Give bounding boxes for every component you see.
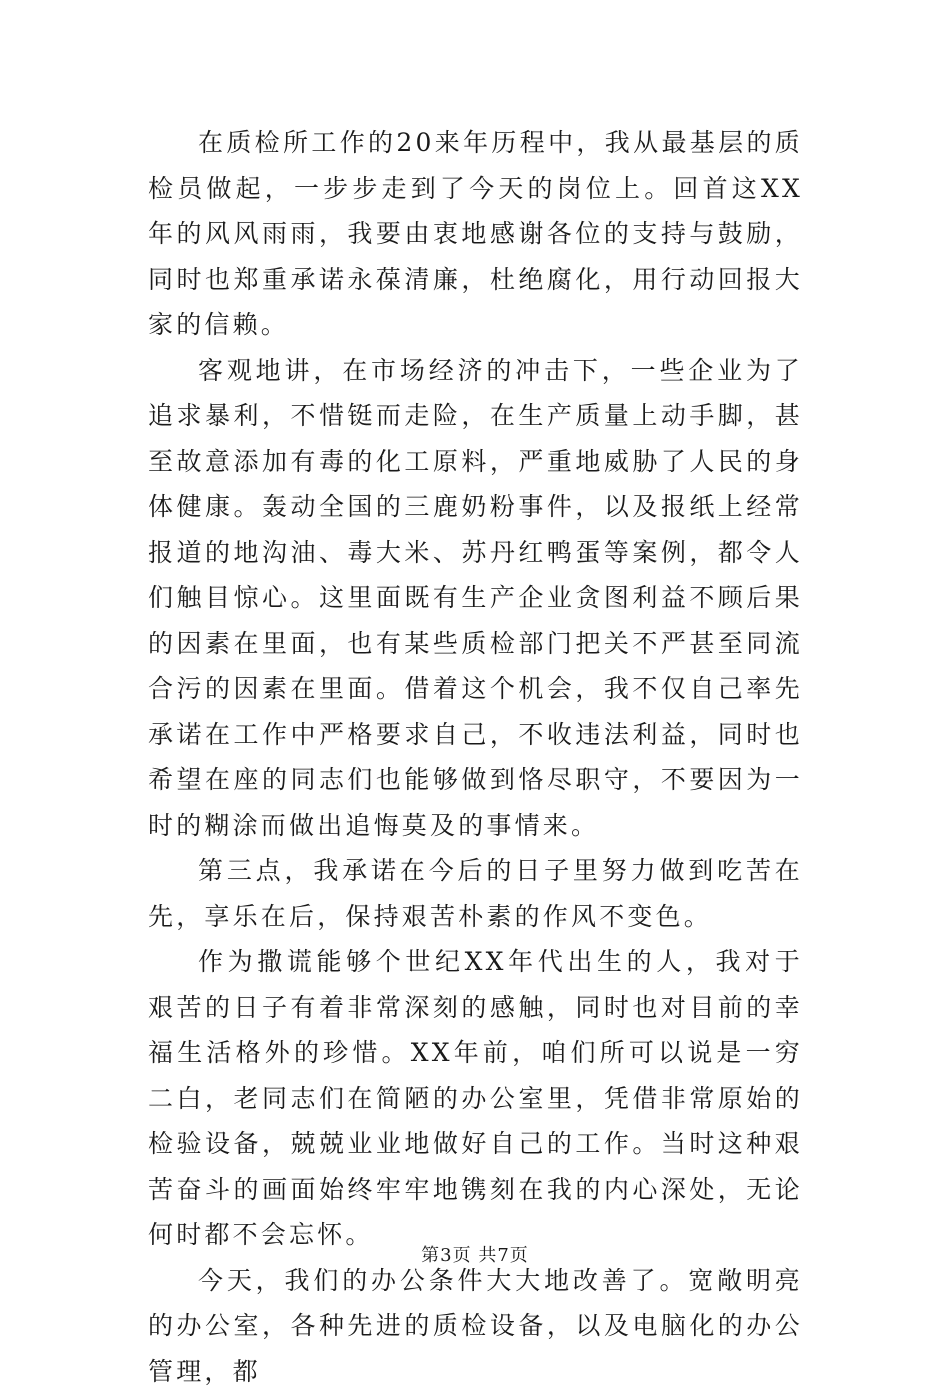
page-footer: 第3页 共7页	[0, 1241, 950, 1267]
paragraph-5: 今天，我们的办公条件大大地改善了。宽敞明亮的办公室，各种先进的质检设备，以及电脑化的办公管理，都	[148, 1258, 803, 1394]
paragraph-1: 在质检所工作的20来年历程中，我从最基层的质检员做起，一步步走到了今天的岗位上。回首这XX年的风风雨雨，我要由衷地感谢各位的支持与鼓励，同时也郑重承诺永葆清廉，杜绝腐化，用行动回报大家的信赖。	[148, 120, 803, 348]
paragraph-2: 客观地讲，在市场经济的冲击下，一些企业为了追求暴利，不惜铤而走险，在生产质量上动手脚，甚至故意添加有毒的化工原料，严重地威胁了人民的身体健康。轰动全国的三鹿奶粉事件，以及报纸上经常报道的地沟油、毒大米、苏丹红鸭蛋等案例，都令人们触目惊心。这里面既有生产企业贪图利益不顾后果的因素在里面，也有某些质检部门把关不严甚至同流合污的因素在里面。借着这个机会，我不仅自己率先承诺在工作中严格要求自己，不收违法利益，同时也希望在座的同志们也能够做到恪尽职守，不要因为一时的糊涂而做出追悔莫及的事情来。	[148, 348, 803, 849]
paragraph-4: 作为撒谎能够个世纪XX年代出生的人，我对于艰苦的日子有着非常深刻的感触，同时也对目前的幸福生活格外的珍惜。XX年前，咱们所可以说是一穷二白，老同志们在简陋的办公室里，凭借非常原始的检验设备，兢兢业业地做好自己的工作。当时这种艰苦奋斗的画面始终牢牢地镌刻在我的内心深处，无论何时都不会忘怀。	[148, 939, 803, 1258]
document-body	[148, 120, 803, 1394]
paragraph-3: 第三点，我承诺在今后的日子里努力做到吃苦在先，享乐在后，保持艰苦朴素的作风不变色。	[148, 848, 803, 939]
